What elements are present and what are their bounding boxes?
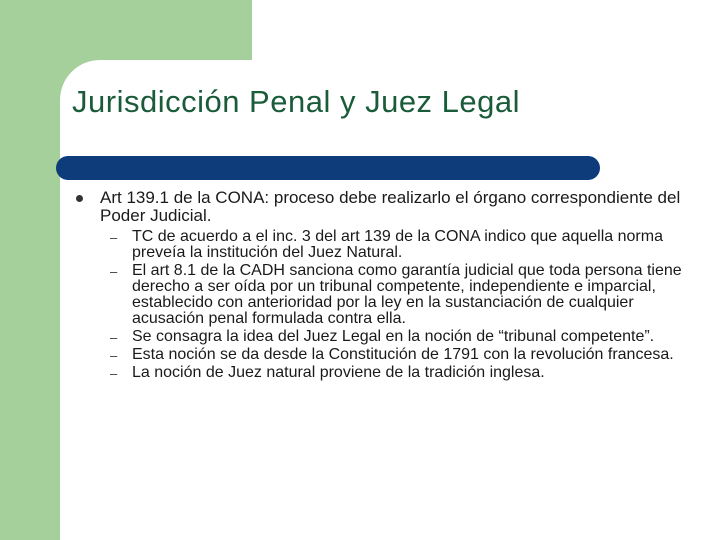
title-underline-bar xyxy=(56,156,600,180)
dash-icon: – xyxy=(110,264,118,279)
bullet-text: Art 139.1 de la CONA: proceso debe realizarlo el órgano correspondiente del Poder Judicial. xyxy=(100,188,681,225)
sub-bullet-text: La noción de Juez natural proviene de la tradición inglesa. xyxy=(132,364,545,381)
dash-icon: – xyxy=(110,348,118,363)
sub-bullet-item xyxy=(110,364,686,381)
sub-bullet-text: Se consagra la idea del Juez Legal en la noción de “tribunal competente”. xyxy=(132,328,655,345)
sub-bullet-item xyxy=(110,346,686,363)
sub-bullet-item xyxy=(110,228,686,261)
dash-icon: – xyxy=(110,366,118,381)
dash-icon: – xyxy=(110,230,118,245)
sub-bullet-item xyxy=(110,262,686,327)
dash-icon: – xyxy=(110,330,118,345)
sub-bullet-text: TC de acuerdo a el inc. 3 del art 139 de la CONA indico que aquella norma preveía la institución del Juez Natural. xyxy=(132,228,663,261)
bullet-dot-icon xyxy=(76,195,83,202)
sub-bullet-text: Esta noción se da desde la Constitución de 1791 con la revolución francesa. xyxy=(132,346,674,363)
sub-bullet-text: El art 8.1 de la CADH sanciona como garantía judicial que toda persona tiene derecho a ser oída por un tribunal competente, independiente e imparcial, establecido con anterioridad por la ley en la sustanciación de cualquier acusación penal formulada contra ella. xyxy=(132,262,682,327)
sub-bullet-item xyxy=(110,328,686,345)
bullet-item xyxy=(76,189,686,225)
slide-title: Jurisdicción Penal y Juez Legal xyxy=(72,84,521,119)
sub-bullet-list xyxy=(76,229,686,381)
slide-body xyxy=(76,189,686,383)
